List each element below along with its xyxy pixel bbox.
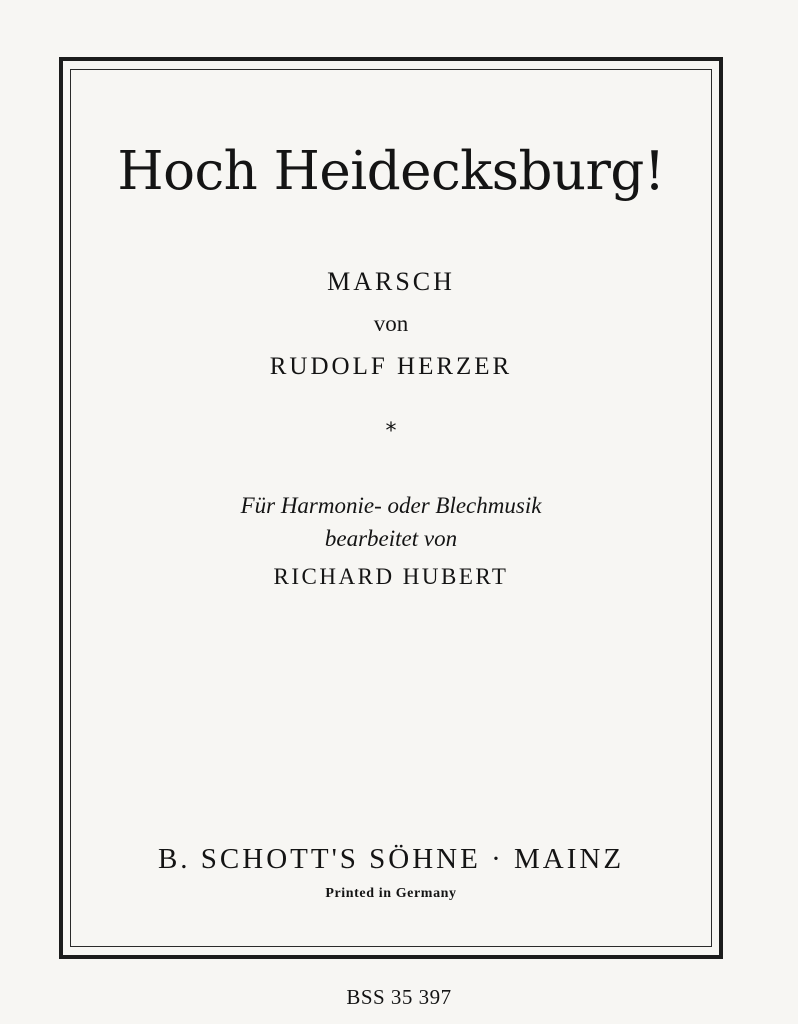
printed-in-note: Printed in Germany: [325, 886, 457, 901]
arranger-name: RICHARD HUBERT: [273, 564, 509, 589]
arranged-by-label: bearbeitet von: [324, 526, 458, 551]
publisher-name: B. SCHOTT'S SÖHNE · MAINZ: [157, 843, 625, 875]
genre-label: MARSCH: [327, 267, 455, 296]
composer-name: RUDOLF HERZER: [269, 353, 513, 380]
catalog-number: BSS 35 397: [346, 985, 452, 1009]
ornament-asterisk: *: [385, 419, 397, 444]
score-title: Hoch Heidecksburg!: [117, 141, 665, 202]
instrumentation-text: Für Harmonie- oder Blechmusik: [240, 493, 542, 518]
by-label: von: [373, 311, 409, 336]
